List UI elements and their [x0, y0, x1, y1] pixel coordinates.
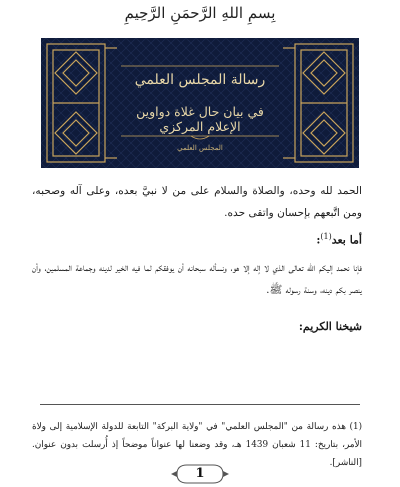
footnote-text: (1) هذه رسالة من "المجلس العلمي" في "ولاية البركة" التابعة للدولة الإسلامية إلى ولاة الأمر، بتاريخ: 11 شعبان 1439 هـ، وقد وضعنا لها عنواناً موضحاً إذ أُرسلت بدون عنوان. [الناشر].	[32, 422, 362, 468]
section-heading-amma-bad: أما بعد$^{(1)}$:	[316, 232, 362, 247]
heading-text: أما بعد	[331, 233, 362, 247]
section-heading-sheikh: شيخنا الكريم:	[298, 320, 362, 333]
basmala-heading: بِسمِ اللهِ الرَّحمَنِ الرَّحِيمِ	[124, 4, 276, 22]
title-banner	[41, 38, 359, 168]
footnote-divider	[40, 404, 360, 405]
main-paragraph: فإنا نحمد إليكم الله تعالى الذي لا إله إلا هو، ونسأله سبحانه أن يوفقكم لما فيه الخير لدينه وجماعة المسلمين، وأن ينصر بكم دينه، وسنة رسوله ﷺ.	[32, 262, 362, 296]
banner-subtitle: في بيان حال غلاة دواوين الإعلام المركزي	[136, 104, 264, 134]
footnote-marker[interactable]: (1)	[320, 232, 332, 241]
opening-paragraph: الحمد لله وحده، والصلاة والسلام على من لا نبيَّ بعده، وعلى آله وصحبه، ومن اتَّبعهم بإحسان واتقى حده.	[32, 185, 362, 219]
banner-title: رسالة المجلس العلمي	[134, 72, 266, 88]
page-number: 1	[195, 466, 205, 481]
banner-logo-text: المجلس العلمي	[177, 144, 223, 152]
page-number-frame	[169, 462, 231, 486]
